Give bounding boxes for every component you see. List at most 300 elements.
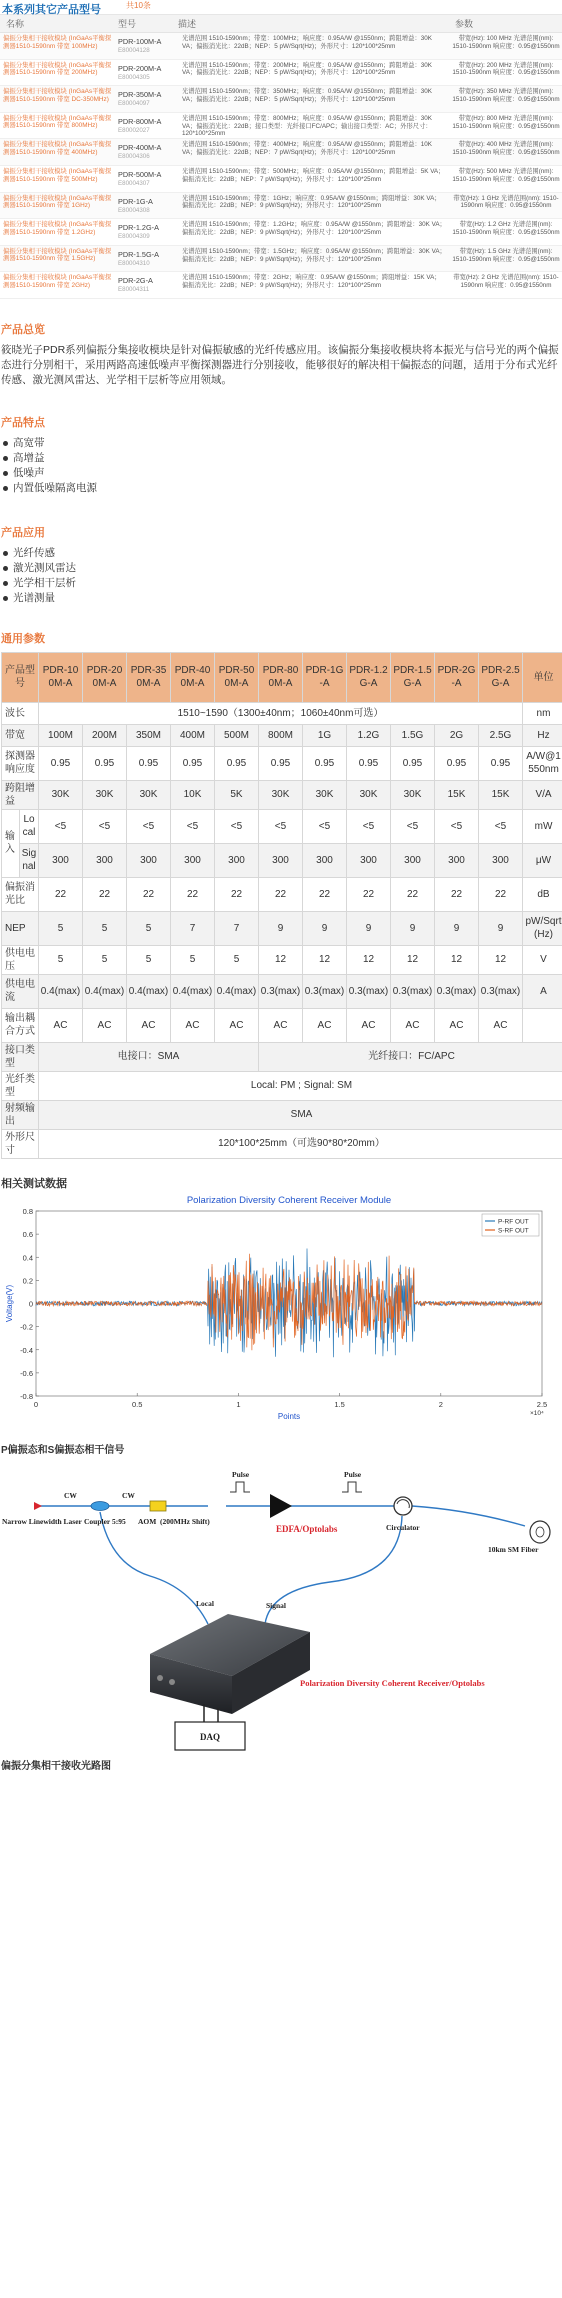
spec-value: AC — [83, 1008, 127, 1042]
chart-svg — [0, 1191, 562, 1431]
spec-value: 0.95 — [127, 746, 171, 780]
spec-value: 12 — [259, 945, 303, 974]
edfa-icon — [270, 1494, 292, 1518]
x-tick-label: 0 — [33, 1399, 39, 1409]
spec-label: 射频输出 — [2, 1100, 39, 1129]
spec-value: 0.95 — [39, 746, 83, 780]
spec-value: 0.3(max) — [347, 974, 391, 1008]
spec-row — [2, 724, 562, 746]
product-description: 光谱范围 1510-1590nm；带宽：2GHz；响应度：0.95A/W @1550nm；跨阻增益：15K VA；偏振消光比：22dB；NEP：9 pW/Sqrt(Hz)；外形尺寸：120*100*25mm — [182, 274, 441, 290]
spec-unit — [523, 1008, 562, 1042]
spec-value: 0.4(max) — [215, 974, 259, 1008]
cw-label: CW — [64, 1490, 77, 1500]
spec-value: 2.5G — [479, 724, 523, 746]
spec-value: 300 — [303, 843, 347, 877]
optical-path-diagram — [0, 1464, 562, 1751]
spec-value: 0.95 — [435, 746, 479, 780]
product-model: PDR-1.2G-A — [118, 223, 159, 233]
spec-label: 波长 — [2, 702, 39, 724]
x-tick-label: 1 — [236, 1399, 241, 1409]
product-parameters: 带宽(Hz): 400 MHz 光谱范围(nm): 1510-1590nm 响应度：0.95@1550nm — [452, 141, 560, 157]
applications-list — [0, 546, 562, 606]
laser-label: Narrow Linewidth Laser — [2, 1516, 82, 1526]
related-products-title: 本系列其它产品型号 — [2, 4, 101, 16]
related-products-header — [0, 0, 562, 15]
product-description: 光谱范围 1510-1590nm；带宽：200MHz；响应度：0.95A/W @1550nm；跨阻增益：30K VA；偏振消光比：22dB；NEP：5 pW/Sqrt(Hz)；外形尺寸：120*100*25mm — [182, 61, 432, 77]
aom-label: AOM — [138, 1516, 157, 1526]
spec-value: 15K — [479, 780, 523, 809]
product-name-link[interactable]: 偏振分集相干接收模块 (InGaAs平衡探测器1510-1590nm 带宽 2GHz) — [3, 274, 112, 289]
pulse-symbol — [342, 1482, 362, 1492]
product-model: PDR-800M-A — [118, 116, 162, 126]
spec-row — [2, 1042, 562, 1071]
product-parameters: 带宽(Hz): 200 MHz 光谱范围(nm): 1510-1590nm 响应度：0.95@1550nm — [452, 61, 560, 77]
product-row[interactable] — [0, 113, 562, 140]
product-code: E80004097 — [118, 100, 150, 108]
spec-value: AC — [479, 1008, 523, 1042]
product-code: E80004306 — [118, 153, 150, 161]
y-tick-label: 0 — [28, 1299, 33, 1309]
spec-value: 30K — [127, 780, 171, 809]
product-name-link[interactable]: 偏振分集相干接收模块 (InGaAs平衡探测器1510-1590nm 带宽 DC-350MHz) — [3, 88, 112, 103]
legend-label: S-RF OUT — [498, 1227, 529, 1235]
feature-item: 内置低噪隔离电源 — [3, 481, 562, 496]
spec-row — [2, 702, 562, 724]
spec-unit: dB — [523, 877, 562, 911]
spec-model-header: PDR-400M-A — [171, 652, 215, 702]
spec-value: AC — [435, 1008, 479, 1042]
spec-value: <5 — [391, 809, 435, 843]
overview-text: 筱晓光子PDR系列偏振分集接收模块是针对偏振敏感的光纤传感应用。该偏振分集接收模块将本振光与信号光的两个偏振态进行分别相干，采用两路高速低噪声平衡探测器进行分别接收，能够很好的解决相干偏振态的问题，适用于分布式光纤传感、激光测风雷达、光学相干层析等应用领域。 — [1, 343, 559, 386]
product-description: 光谱范围 1510-1590nm；带宽：1.5GHz；响应度：0.95A/W @1550nm；跨阻增益：30K VA；偏振消光比：22dB；NEP：9 pW/Sqrt(Hz)；外形尺寸：120*100*25mm — [182, 247, 446, 263]
spec-value: 1510~1590（1300±40nm；1060±40nm可选） — [39, 702, 523, 724]
spec-value: 0.95 — [479, 746, 523, 780]
spec-value: 12 — [347, 945, 391, 974]
product-parameters: 带宽(Hz): 500 MHz 光谱范围(nm): 1510-1590nm 响应度：0.95@1550nm — [452, 167, 560, 183]
product-parameters: 带宽(Hz): 1.5 GHz 光谱范围(nm): 1510-1590nm 响应度：0.95@1550nm — [452, 247, 560, 263]
spec-row — [2, 945, 562, 974]
spec-value: 400M — [171, 724, 215, 746]
spec-value: AC — [303, 1008, 347, 1042]
spec-row — [2, 877, 562, 911]
related-products-section — [0, 0, 562, 299]
spec-value: 0.95 — [347, 746, 391, 780]
spec-value: 300 — [347, 843, 391, 877]
spec-unit: V/A — [523, 780, 562, 809]
spec-value: 12 — [479, 945, 523, 974]
product-code: E80004128 — [118, 47, 150, 54]
spec-value: 9 — [435, 911, 479, 945]
product-description: 光谱范围 1510-1590nm；带宽：1.2GHz；响应度：0.95A/W @1550nm；跨阻增益：30K VA；偏振消光比：22dB；NEP：9 pW/Sqrt(Hz)；外形尺寸：120*100*25mm — [182, 221, 446, 236]
spec-value: 120*100*25mm（可选90*80*20mm） — [39, 1129, 562, 1158]
features-list — [0, 436, 562, 496]
spec-row — [2, 911, 562, 945]
spec-model-header: PDR-2.5G-A — [479, 652, 523, 702]
product-row[interactable] — [0, 193, 562, 220]
spec-value: 22 — [215, 877, 259, 911]
y-axis-label: Voltage(V) — [5, 1284, 14, 1323]
spec-value: <5 — [303, 809, 347, 843]
x-tick-label: 0.5 — [131, 1399, 143, 1409]
product-code: E80004309 — [118, 233, 150, 241]
spec-value: 30K — [39, 780, 83, 809]
product-parameters: 带宽(Hz): 2 GHz 光谱范围(nm): 1510-1590nm 响应度：0.95@1550nm — [453, 274, 559, 290]
product-name-link[interactable]: 偏振分集相干接收模块 (InGaAs平衡探测器1510-1590nm 带宽 800MHz) — [3, 114, 112, 130]
spec-value: 12 — [391, 945, 435, 974]
spec-value: 5 — [171, 945, 215, 974]
x-tick-label: 1.5 — [334, 1399, 345, 1409]
x-multiplier: ×10⁴ — [530, 1409, 544, 1417]
y-tick-label: 0.8 — [22, 1206, 33, 1216]
spec-label: 偏振消光比 — [2, 877, 39, 911]
product-row[interactable] — [0, 246, 562, 273]
related-products-list — [0, 33, 562, 299]
overview-title: 产品总览 — [1, 323, 45, 336]
column-description: 描述 — [178, 19, 197, 29]
spec-value: 350M — [127, 724, 171, 746]
spec-value: 100M — [39, 724, 83, 746]
spec-model-header: PDR-200M-A — [83, 652, 127, 702]
features-title: 产品特点 — [1, 416, 45, 429]
spec-label: 外形尺寸 — [2, 1129, 39, 1158]
spec-value: AC — [39, 1008, 83, 1042]
spec-value: Local: PM ; Signal: SM — [39, 1071, 562, 1100]
spec-value: 5 — [127, 911, 171, 945]
laser-icon — [34, 1502, 42, 1510]
spec-label: 输出耦合方式 — [2, 1008, 39, 1042]
spec-value: <5 — [435, 809, 479, 843]
spec-value: 300 — [39, 843, 83, 877]
spec-label: 供电电流 — [2, 974, 39, 1008]
product-code: E80004311 — [118, 286, 150, 294]
spec-unit: A/W@1550nm — [523, 746, 562, 780]
spec-row — [2, 974, 562, 1008]
spec-value: 0.3(max) — [479, 974, 523, 1008]
spec-value: 1.2G — [347, 724, 391, 746]
legend-label: P-RF OUT — [498, 1218, 529, 1226]
spec-value: 0.95 — [215, 746, 259, 780]
spec-label: 带宽 — [2, 724, 39, 746]
spec-value: <5 — [127, 809, 171, 843]
specs-title: 通用参数 — [1, 632, 45, 645]
spec-unit-header: 单位 — [523, 652, 562, 702]
spec-value: 10K — [171, 780, 215, 809]
chart-title: Polarization Diversity Coherent Receiver Module — [186, 1194, 392, 1206]
spec-value: 800M — [259, 724, 303, 746]
spec-value: 300 — [479, 843, 523, 877]
product-model: PDR-2G-A — [118, 276, 153, 286]
spec-value: AC — [215, 1008, 259, 1042]
spec-value: 1.5G — [391, 724, 435, 746]
spec-model-header: PDR-100M-A — [39, 652, 83, 702]
edfa-label: EDFA/Optolabs — [276, 1523, 338, 1534]
product-model: PDR-1.5G-A — [118, 249, 159, 259]
spec-row — [2, 780, 562, 809]
spec-unit: A — [523, 974, 562, 1008]
spec-value: 22 — [435, 877, 479, 911]
spec-value: <5 — [83, 809, 127, 843]
spec-unit: mW — [523, 809, 562, 843]
y-tick-label: 0.4 — [22, 1253, 33, 1263]
x-tick-label: 2 — [438, 1399, 443, 1409]
spec-value: 22 — [303, 877, 347, 911]
spec-label: 跨阻增益 — [2, 780, 39, 809]
spec-value: 0.4(max) — [83, 974, 127, 1008]
application-item: 激光测风雷达 — [3, 561, 562, 576]
spec-value: 300 — [435, 843, 479, 877]
spec-value: 5 — [39, 945, 83, 974]
spec-value: 22 — [347, 877, 391, 911]
spec-value: 5 — [215, 945, 259, 974]
spec-value: 15K — [435, 780, 479, 809]
spec-value: 5K — [215, 780, 259, 809]
y-tick-label: 0.6 — [22, 1230, 33, 1240]
spec-value: 22 — [127, 877, 171, 911]
spec-value: 9 — [303, 911, 347, 945]
spec-row — [2, 843, 562, 877]
application-item: 光纤传感 — [3, 546, 562, 561]
pulse-label: Pulse — [344, 1469, 362, 1479]
spec-row — [2, 809, 562, 843]
chart-caption: P偏振态和S偏振态相干信号 — [1, 1444, 125, 1456]
related-products-count: 共10条 — [126, 1, 151, 10]
spec-value: SMA — [39, 1100, 562, 1129]
product-description: 光谱范围 1510-1590nm；带宽：800MHz；响应度：0.95A/W @1550nm；跨阻增益：30K VA；偏振消光比：22dB；接口类型：光纤接口FC/APC；输出接口类型：AC；外形尺寸：120*100*25mm — [182, 114, 432, 138]
product-model: PDR-1G-A — [118, 196, 153, 206]
spec-value: 0.4(max) — [171, 974, 215, 1008]
product-model: PDR-400M-A — [118, 143, 162, 153]
application-item: 光谱测量 — [3, 591, 562, 606]
spec-model-header: PDR-500M-A — [215, 652, 259, 702]
spec-value: 0.95 — [391, 746, 435, 780]
daq-label: DAQ — [200, 1731, 220, 1742]
feature-item: 高宽带 — [3, 436, 562, 451]
spec-value: 30K — [347, 780, 391, 809]
product-code: E80004307 — [118, 179, 150, 187]
coupler-label: Coupler 5:95 — [84, 1516, 126, 1526]
product-code: E80004305 — [118, 73, 150, 81]
signal-label: Signal — [266, 1600, 287, 1610]
specs-table — [1, 652, 562, 1159]
spec-value: 22 — [171, 877, 215, 911]
spec-row — [2, 652, 562, 702]
product-row[interactable] — [0, 139, 562, 166]
spec-value: 12 — [303, 945, 347, 974]
spec-value: 电接口：SMA — [39, 1042, 259, 1071]
product-model: PDR-100M-A — [118, 37, 162, 46]
spec-header-label: 产品型号 — [2, 652, 39, 702]
spec-value: AC — [171, 1008, 215, 1042]
spec-value: 22 — [259, 877, 303, 911]
product-parameters: 带宽(Hz): 350 MHz 光谱范围(nm): 1510-1590nm 响应度：0.95@1550nm — [452, 88, 560, 103]
spec-value: 5 — [83, 945, 127, 974]
product-code: E80004310 — [118, 259, 150, 267]
x-tick-label: 2.5 — [536, 1399, 548, 1409]
spec-value: 5 — [127, 945, 171, 974]
spec-model-header: PDR-1G-A — [303, 652, 347, 702]
spec-value: <5 — [259, 809, 303, 843]
product-row[interactable] — [0, 86, 562, 113]
spec-model-header: PDR-2G-A — [435, 652, 479, 702]
column-name: 名称 — [6, 19, 25, 29]
spec-unit: pW/Sqrt(Hz) — [523, 911, 562, 945]
spec-value: 22 — [39, 877, 83, 911]
spec-value: AC — [259, 1008, 303, 1042]
spec-value: 9 — [479, 911, 523, 945]
cw-label: CW — [122, 1490, 135, 1500]
fiber-label: 10km SM Fiber — [488, 1544, 539, 1554]
column-model: 型号 — [118, 19, 137, 29]
spec-value: 22 — [479, 877, 523, 911]
spec-label: 探测器响应度 — [2, 746, 39, 780]
spec-row — [2, 746, 562, 780]
spec-value: 300 — [391, 843, 435, 877]
spec-value: 7 — [171, 911, 215, 945]
x-axis-label: Points — [277, 1411, 301, 1421]
spec-value: 0.95 — [303, 746, 347, 780]
product-row[interactable] — [0, 60, 562, 87]
spec-label: 供电电压 — [2, 945, 39, 974]
spec-value: 0.95 — [171, 746, 215, 780]
product-description: 光谱范围 1510-1590nm；带宽：100MHz；响应度：0.95A/W @1550nm；跨阻增益：30K VA；偏振消光比：22dB；NEP：5 pW/Sqrt(Hz)；外形尺寸：120*100*25mm — [182, 35, 432, 50]
spec-label: NEP — [2, 911, 39, 945]
local-label: Local — [196, 1598, 214, 1608]
spec-value: 2G — [435, 724, 479, 746]
pulse-symbol — [230, 1482, 250, 1492]
spec-value: 0.3(max) — [303, 974, 347, 1008]
spec-value: 0.95 — [83, 746, 127, 780]
spec-value: 30K — [391, 780, 435, 809]
product-code: E80004308 — [118, 206, 150, 214]
product-name-link[interactable]: 偏振分集相干接收模块 (InGaAs平衡探测器1510-1590nm 带宽 100MHz) — [3, 35, 112, 50]
spec-value: 0.3(max) — [391, 974, 435, 1008]
spec-value: 300 — [215, 843, 259, 877]
product-model: PDR-200M-A — [118, 63, 162, 73]
spec-value: 30K — [303, 780, 347, 809]
applications-title: 产品应用 — [1, 526, 45, 539]
spec-value: 7 — [215, 911, 259, 945]
spec-value: 12 — [435, 945, 479, 974]
spec-row — [2, 1008, 562, 1042]
diagram-svg — [0, 1464, 562, 1751]
spec-value: 0.3(max) — [435, 974, 479, 1008]
spec-row — [2, 1100, 562, 1129]
spec-value: <5 — [215, 809, 259, 843]
column-parameters: 参数 — [455, 19, 474, 29]
product-description: 光谱范围 1510-1590nm；带宽：500MHz；响应度：0.95A/W @1550nm；跨阻增益：5K VA；偏振消光比：22dB；NEP：7 pW/Sqrt(Hz)；外形尺寸：120*100*25mm — [182, 167, 445, 183]
spec-value: 500M — [215, 724, 259, 746]
product-row[interactable] — [0, 166, 562, 193]
product-parameters: 带宽(Hz): 1.2 GHz 光谱范围(nm): 1510-1590nm 响应度：0.95@1550nm — [452, 221, 560, 236]
spec-label: 光纤类型 — [2, 1071, 39, 1100]
pulse-label: Pulse — [232, 1469, 250, 1479]
spec-label: 接口类型 — [2, 1042, 39, 1071]
coupler-icon — [91, 1501, 109, 1510]
spec-value: 0.4(max) — [39, 974, 83, 1008]
spec-model-header: PDR-350M-A — [127, 652, 171, 702]
product-row[interactable] — [0, 219, 562, 246]
spec-label: Signal — [20, 843, 39, 877]
spec-value: 22 — [391, 877, 435, 911]
y-tick-label: -0.6 — [20, 1368, 33, 1378]
feature-item: 低噪声 — [3, 466, 562, 481]
y-tick-label: -0.2 — [20, 1322, 33, 1332]
spec-unit: μW — [523, 843, 562, 877]
aom-icon — [150, 1501, 166, 1511]
y-tick-label: -0.4 — [20, 1345, 33, 1355]
spec-value: 300 — [171, 843, 215, 877]
product-name-link[interactable]: 偏振分集相干接收模块 (InGaAs平衡探测器1510-1590nm 带宽 200MHz) — [3, 61, 112, 77]
spec-value: <5 — [171, 809, 215, 843]
spec-value: <5 — [39, 809, 83, 843]
test-data-title: 相关测试数据 — [1, 1177, 67, 1190]
aom-shift-label: (200MHz Shift) — [160, 1516, 210, 1526]
spec-value: 22 — [83, 877, 127, 911]
spec-value: 300 — [127, 843, 171, 877]
spec-value: 30K — [83, 780, 127, 809]
y-tick-label: 0.2 — [22, 1276, 33, 1286]
product-parameters: 带宽(Hz): 1 GHz 光谱范围(nm): 1510-1590nm 响应度：0.95@1550nm — [453, 194, 559, 210]
spec-value: 5 — [83, 911, 127, 945]
product-code: E80002027 — [118, 126, 150, 134]
product-row[interactable] — [0, 33, 562, 60]
spec-value: 9 — [259, 911, 303, 945]
application-item: 光学相干层析 — [3, 576, 562, 591]
feature-item: 高增益 — [3, 451, 562, 466]
receiver-box-icon — [150, 1614, 310, 1714]
product-parameters: 带宽(Hz): 100 MHz 光谱范围(nm): 1510-1590nm 响应度：0.95@1550nm — [452, 35, 560, 50]
spec-value: 光纤接口：FC/APC — [259, 1042, 562, 1071]
spec-value: 0.4(max) — [127, 974, 171, 1008]
product-name-link[interactable]: 偏振分集相干接收模块 (InGaAs平衡探测器1510-1590nm 带宽 500MHz) — [3, 167, 112, 183]
spec-value: 0.3(max) — [259, 974, 303, 1008]
product-parameters: 带宽(Hz): 800 MHz 光谱范围(nm): 1510-1590nm 响应度：0.95@1550nm — [452, 114, 560, 130]
spec-value: <5 — [479, 809, 523, 843]
spec-model-header: PDR-800M-A — [259, 652, 303, 702]
spec-value: 300 — [83, 843, 127, 877]
spec-value: 30K — [259, 780, 303, 809]
spec-value: 300 — [259, 843, 303, 877]
receiver-label: Polarization Diversity Coherent Receiver/Optolabs — [300, 1677, 485, 1688]
spec-unit: V — [523, 945, 562, 974]
spec-unit: nm — [523, 702, 562, 724]
related-products-column-header — [0, 15, 562, 33]
product-name-link[interactable]: 偏振分集相干接收模块 (InGaAs平衡探测器1510-1590nm 带宽 1.5GHz) — [3, 247, 112, 263]
spec-value: AC — [391, 1008, 435, 1042]
spec-row — [2, 1129, 562, 1158]
spec-model-header: PDR-1.2G-A — [347, 652, 391, 702]
diagram-caption: 偏振分集相干接收光路图 — [1, 1760, 111, 1772]
spec-unit: Hz — [523, 724, 562, 746]
product-model: PDR-500M-A — [118, 169, 162, 179]
spec-value: AC — [347, 1008, 391, 1042]
spec-label: Local — [20, 809, 39, 843]
spec-value: 1G — [303, 724, 347, 746]
product-model: PDR-350M-A — [118, 90, 162, 100]
product-description: 光谱范围 1510-1590nm；带宽：350MHz；响应度：0.95A/W @1550nm；跨阻增益：30K VA；偏振消光比：22dB；NEP：5 pW/Sqrt(Hz)；外形尺寸：120*100*25mm — [182, 88, 432, 103]
product-row[interactable] — [0, 272, 562, 299]
spec-value: AC — [127, 1008, 171, 1042]
product-name-link[interactable]: 偏振分集相干接收模块 (InGaAs平衡探测器1510-1590nm 带宽 1GHz) — [3, 194, 112, 210]
y-tick-label: -0.8 — [20, 1391, 33, 1401]
spec-value: 9 — [391, 911, 435, 945]
product-name-link[interactable]: 偏振分集相干接收模块 (InGaAs平衡探测器1510-1590nm 带宽 1.2GHz) — [3, 221, 112, 236]
spec-value: <5 — [347, 809, 391, 843]
spec-value: 5 — [39, 911, 83, 945]
spec-value: 0.95 — [259, 746, 303, 780]
spec-group-label: 输入 — [2, 809, 20, 877]
product-name-link[interactable]: 偏振分集相干接收模块 (InGaAs平衡探测器1510-1590nm 带宽 400MHz) — [3, 141, 112, 156]
